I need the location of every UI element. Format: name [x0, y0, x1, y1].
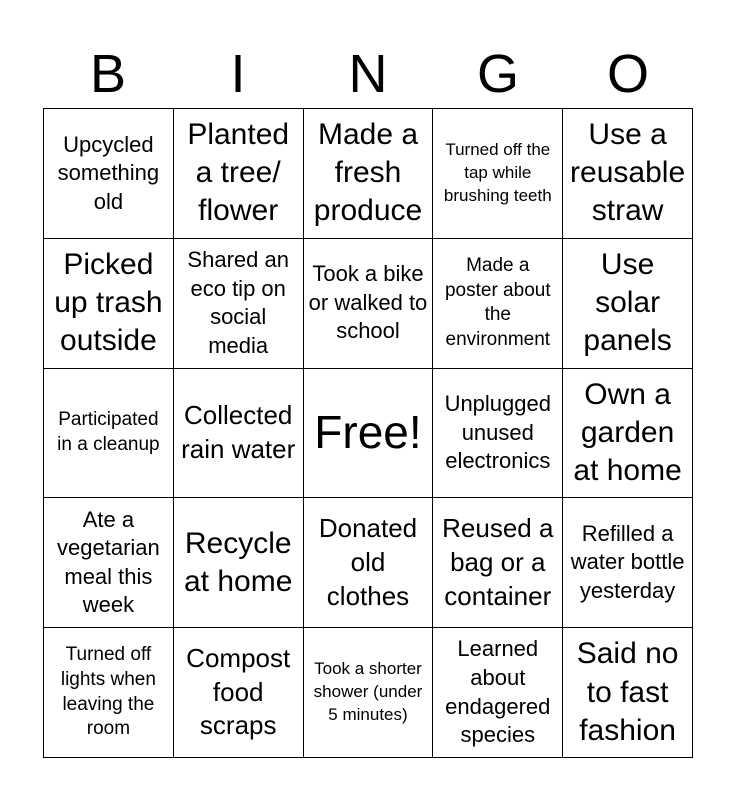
- bingo-header: [43, 40, 693, 108]
- free-space-cell[interactable]: Free!: [304, 369, 434, 499]
- bingo-board: [43, 108, 693, 758]
- bingo-cell[interactable]: Said no to fast fashion: [563, 628, 693, 758]
- bingo-cell[interactable]: Use a reusable straw: [563, 109, 693, 239]
- bingo-cell[interactable]: Made a poster about the environment: [433, 239, 563, 369]
- bingo-cell[interactable]: Collected rain water: [174, 369, 304, 499]
- bingo-cell[interactable]: Compost food scraps: [174, 628, 304, 758]
- bingo-cell[interactable]: Learned about endagered species: [433, 628, 563, 758]
- header-letter-n: N: [348, 44, 388, 104]
- bingo-cell[interactable]: Planted a tree/ flower: [174, 109, 304, 239]
- bingo-cell[interactable]: Shared an eco tip on social media: [174, 239, 304, 369]
- bingo-cell[interactable]: Unplugged unused electronics: [433, 369, 563, 499]
- header-letter-i: I: [230, 44, 246, 104]
- header-letter-o: O: [606, 44, 649, 104]
- bingo-cell[interactable]: Upcycled something old: [44, 109, 174, 239]
- header-letter-g: G: [476, 44, 519, 104]
- bingo-cell[interactable]: Made a fresh produce: [304, 109, 434, 239]
- bingo-cell[interactable]: Recycle at home: [174, 498, 304, 628]
- header-letter-b: B: [89, 44, 127, 104]
- bingo-cell[interactable]: Took a shorter shower (under 5 minutes): [304, 628, 434, 758]
- bingo-cell[interactable]: Reused a bag or a container: [433, 498, 563, 628]
- bingo-cell[interactable]: Turned off the tap while brushing teeth: [433, 109, 563, 239]
- bingo-cell[interactable]: Picked up trash outside: [44, 239, 174, 369]
- bingo-cell[interactable]: Refilled a water bottle yesterday: [563, 498, 693, 628]
- bingo-cell[interactable]: Own a garden at home: [563, 369, 693, 499]
- bingo-cell[interactable]: Donated old clothes: [304, 498, 434, 628]
- bingo-cell[interactable]: Participated in a cleanup: [44, 369, 174, 499]
- bingo-cell[interactable]: Use solar panels: [563, 239, 693, 369]
- bingo-cell[interactable]: Took a bike or walked to school: [304, 239, 434, 369]
- bingo-cell[interactable]: Ate a vegetarian meal this week: [44, 498, 174, 628]
- bingo-cell[interactable]: Turned off lights when leaving the room: [44, 628, 174, 758]
